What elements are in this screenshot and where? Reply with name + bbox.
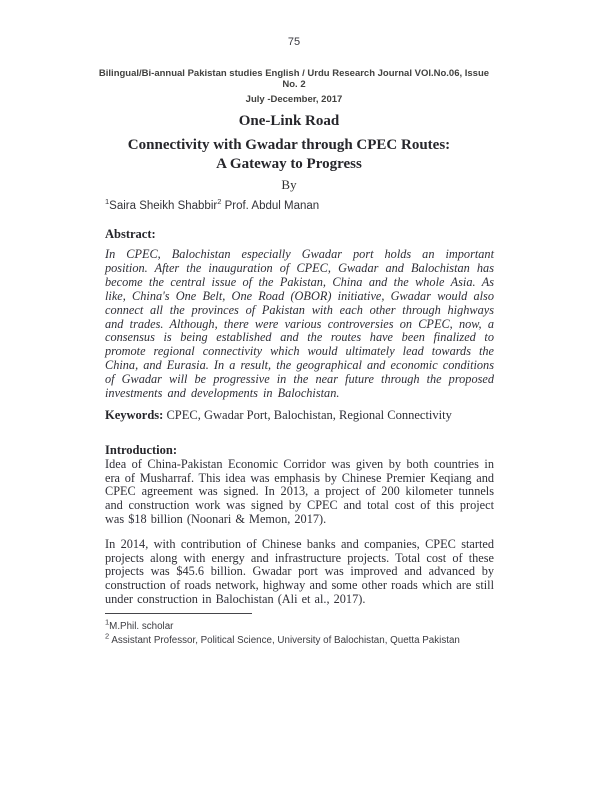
journal-header: Bilingual/Bi-annual Pakistan studies English / Urdu Research Journal VOl.No.06, Issue No. 2 (98, 68, 490, 90)
abstract-heading: Abstract: (105, 227, 156, 241)
introduction-heading: Introduction: (105, 443, 178, 457)
authors-line (105, 197, 493, 212)
issue-date: July -December, 2017 (245, 94, 343, 105)
abstract-text: In CPEC, Balochistan especially Gwadar port holds an important position. After the inauguration of CPEC, Gwadar and Balochistan has become the central issue of the Pakistan, China and the whole Asia. As like, China's One Belt, One Road (OBOR) initiative, Gwadar would also connect all the provinces of Pakistan with each other through highways and trades. Although, there were various controversies on CPEC, now, a consensus is being established and the routes have been finalized to promote regional connectivity which would ultimately lead towards the China, and Eurasia. In a result, the geographical and economic conditions of Gwadar will be progressive in the near future through the proposed investments and developments in Balochistan. (105, 247, 494, 401)
article-title-line2: Connectivity with Gwadar through CPEC Routes: A Gateway to Progress (127, 137, 451, 172)
footnote (105, 617, 505, 632)
author2-name: Prof. Abdul Manan (221, 200, 320, 212)
introduction-paragraph: Idea of China-Pakistan Economic Corridor was given by both countries in era of Musharraf. This idea was emphasis by Chinese Premier Keqiang and CPEC agreement was signed. In 2013, a project of 200 kilometer tunnels and construction work was signed by CPEC and total cost of this project was $18 billion (Noonari & Memon, 2017). (105, 457, 494, 526)
footnote-text: M.Phil. scholar (109, 621, 174, 632)
introduction-paragraph: In 2014, with contribution of Chinese banks and companies, CPEC started projects along with energy and infrastructure projects. Total cost of these projects was $45.6 billion. Gwadar port was improved and advanced by construction of roads network, highway and some other roads which are still under construction in Balochistan (Ali et al., 2017). (105, 537, 494, 606)
article-title-line1: One-Link Road (238, 113, 340, 129)
footnote-text: Assistant Professor, Political Science, University of Balochistan, Quetta Pakistan (109, 635, 460, 646)
footnote (105, 631, 505, 646)
keywords-line (105, 408, 494, 423)
author1-name: Saira Sheikh Shabbir (109, 200, 218, 212)
byline: By (281, 177, 297, 192)
footnote-marker: 2 (105, 631, 110, 641)
keywords-label: Keywords: (105, 408, 164, 422)
footnote-separator-rule (105, 613, 252, 614)
footnote-marker: 1 (105, 617, 110, 627)
author1-footnote-marker: 1 (105, 197, 110, 207)
author2-footnote-marker: 2 (217, 197, 222, 207)
keywords-text: CPEC, Gwadar Port, Balochistan, Regional Connectivity (163, 408, 452, 422)
page-number: 75 (287, 36, 301, 48)
